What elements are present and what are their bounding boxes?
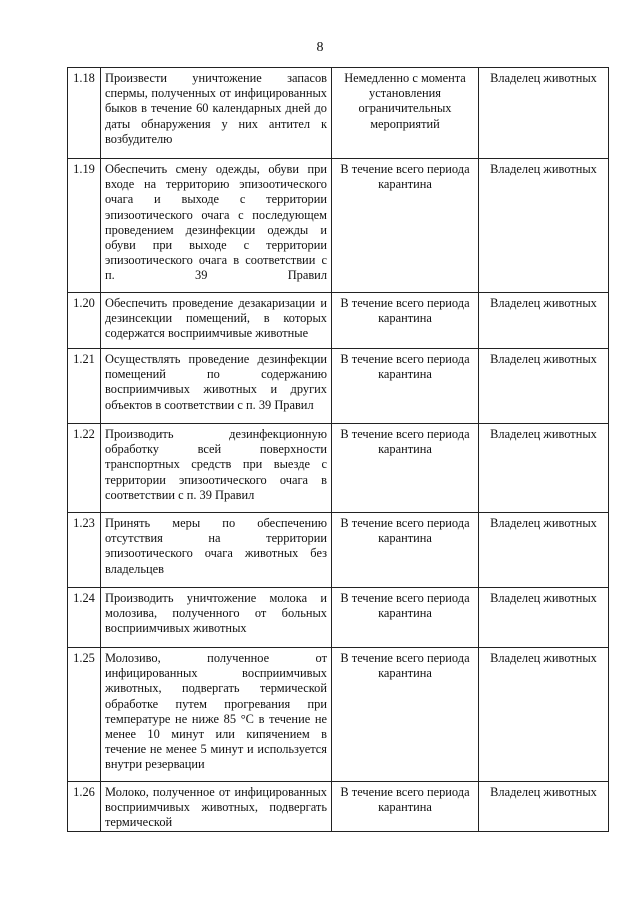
term-cell: В течение всего периода карантина bbox=[332, 349, 479, 424]
measures-table bbox=[67, 67, 609, 832]
responsible-cell: Владелец животных bbox=[479, 293, 609, 349]
table-row bbox=[68, 782, 609, 832]
action-cell: Молоко, полученное от инфицированных восприимчивых животных, подвергать термической bbox=[101, 782, 332, 832]
row-number: 1.25 bbox=[68, 648, 101, 782]
responsible-cell: Владелец животных bbox=[479, 159, 609, 293]
table-row bbox=[68, 648, 609, 782]
action-cell: Осуществлять проведение дезинфекции помещений по содержанию восприимчивых животных и других объектов в соответствии с п. 39 Правил bbox=[101, 349, 332, 424]
table-row bbox=[68, 349, 609, 424]
term-cell: В течение всего периода карантина bbox=[332, 782, 479, 832]
responsible-cell: Владелец животных bbox=[479, 424, 609, 513]
row-number: 1.19 bbox=[68, 159, 101, 293]
table-row bbox=[68, 424, 609, 513]
action-cell: Производить уничтожение молока и молозива, полученного от больных восприимчивых животных bbox=[101, 588, 332, 648]
row-number: 1.24 bbox=[68, 588, 101, 648]
table-row bbox=[68, 159, 609, 293]
action-cell: Принять меры по обеспечению отсутствия на территории эпизоотического очага животных без владельцев bbox=[101, 513, 332, 588]
term-cell: В течение всего периода карантина bbox=[332, 424, 479, 513]
responsible-cell: Владелец животных bbox=[479, 68, 609, 159]
page-number: 8 bbox=[316, 40, 324, 55]
action-cell: Производить дезинфекционную обработку всей поверхности транспортных средств при выезде с территории эпизоотического очага в соответствии с п. 39 Правил bbox=[101, 424, 332, 513]
action-cell: Обеспечить проведение дезакаризации и дезинсекции помещений, в которых содержатся восприимчивые животные bbox=[101, 293, 332, 349]
action-cell: Обеспечить смену одежды, обуви при входе на территорию эпизоотического очага и выходе с территории эпизоотического очага с последующем проведением дезинфекции одежды и обуви при выходе с территории эпизоотического очага в соответствии с п. 39 Правил bbox=[101, 159, 332, 293]
row-number: 1.18 bbox=[68, 68, 101, 159]
row-number: 1.20 bbox=[68, 293, 101, 349]
term-cell: В течение всего периода карантина bbox=[332, 648, 479, 782]
table-row bbox=[68, 293, 609, 349]
row-number: 1.21 bbox=[68, 349, 101, 424]
term-cell: В течение всего периода карантина bbox=[332, 293, 479, 349]
term-cell: В течение всего периода карантина bbox=[332, 513, 479, 588]
term-cell: Немедленно с момента установления ограничительных мероприятий bbox=[332, 68, 479, 159]
responsible-cell: Владелец животных bbox=[479, 648, 609, 782]
action-cell: Молозиво, полученное от инфицированных восприимчивых животных, подвергать термической обработке путем прогревания при температуре не ниже 85 °С в течение не менее 10 минут или кипячением в течение не менее 5 минут и используется внутри резервации bbox=[101, 648, 332, 782]
row-number: 1.26 bbox=[68, 782, 101, 832]
action-cell: Произвести уничтожение запасов спермы, полученных от инфицированных быков в течение 60 календарных дней до даты обнаружения у них антител к возбудителю bbox=[101, 68, 332, 159]
responsible-cell: Владелец животных bbox=[479, 782, 609, 832]
responsible-cell: Владелец животных bbox=[479, 349, 609, 424]
term-cell: В течение всего периода карантина bbox=[332, 159, 479, 293]
row-number: 1.22 bbox=[68, 424, 101, 513]
table-row bbox=[68, 513, 609, 588]
responsible-cell: Владелец животных bbox=[479, 513, 609, 588]
responsible-cell: Владелец животных bbox=[479, 588, 609, 648]
row-number: 1.23 bbox=[68, 513, 101, 588]
table-row bbox=[68, 68, 609, 159]
table-row bbox=[68, 588, 609, 648]
term-cell: В течение всего периода карантина bbox=[332, 588, 479, 648]
